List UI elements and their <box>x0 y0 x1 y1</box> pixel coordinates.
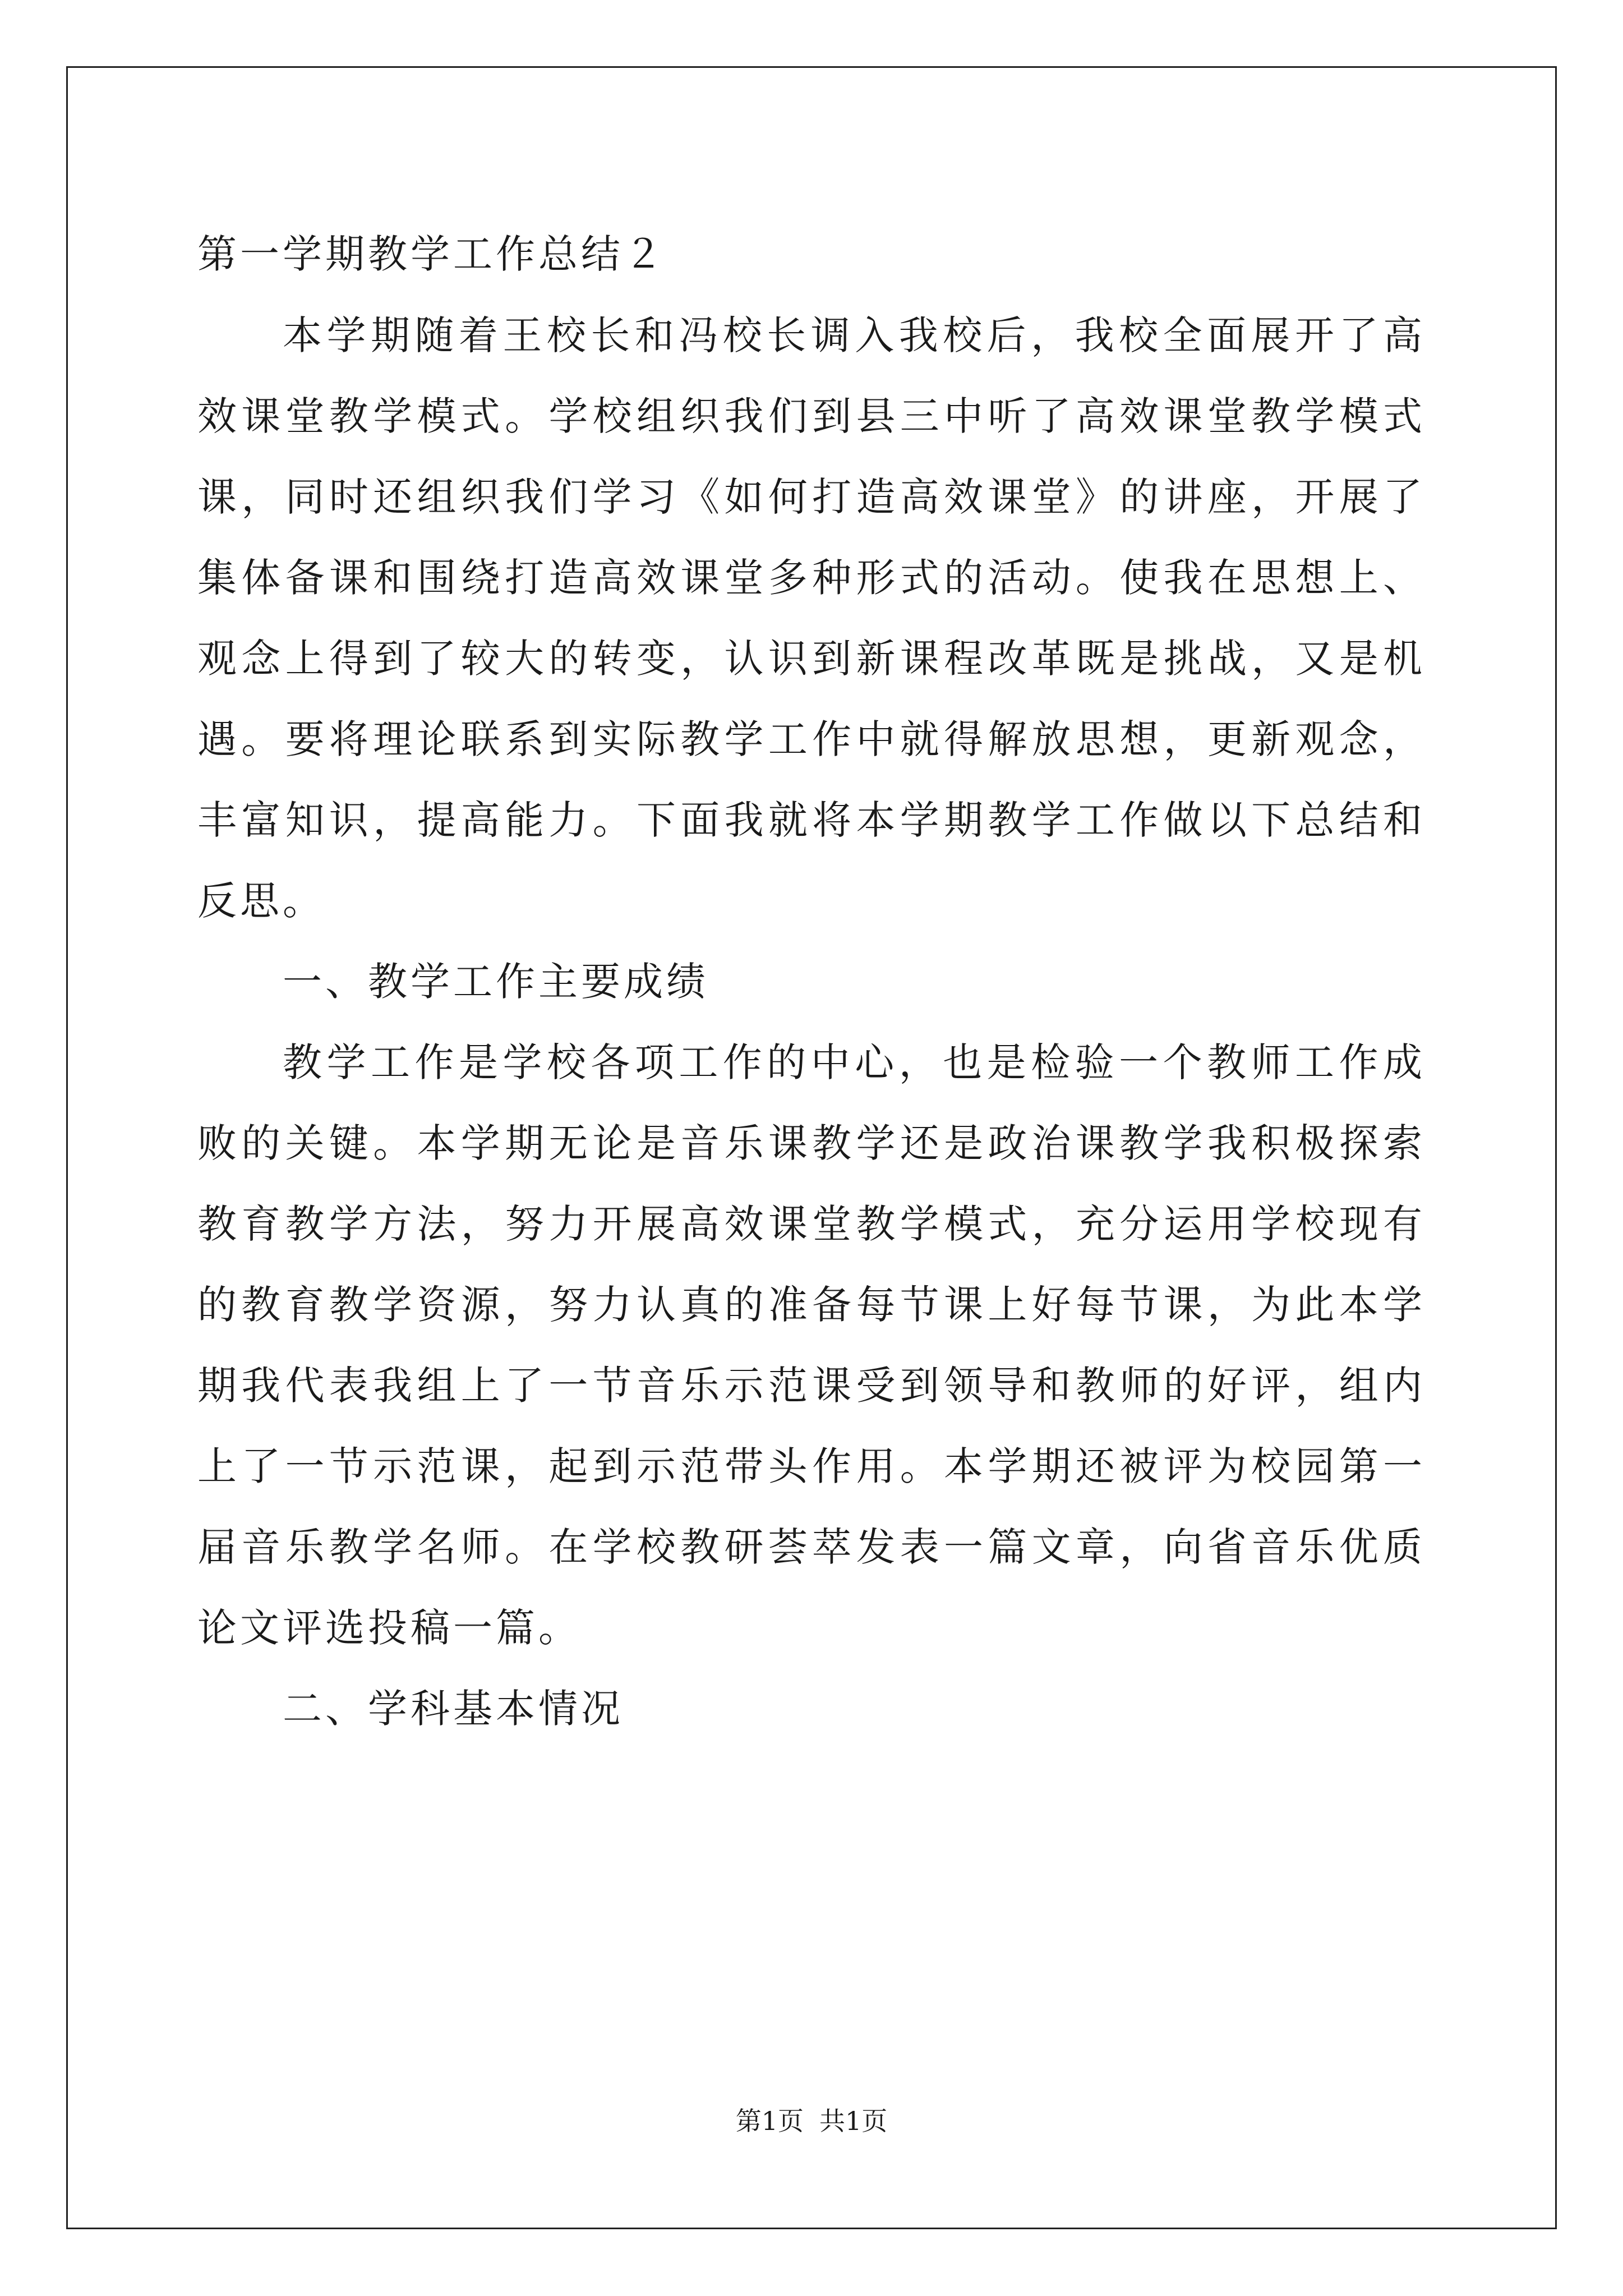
section-heading-achievements: 一、教学工作主要成绩 <box>283 959 709 1005</box>
page-number: 第1页 <box>735 2106 804 2136</box>
section-heading-subject-overview: 二、学科基本情况 <box>283 1686 624 1732</box>
paragraph-intro: 本学期随着王校长和冯校长调入我校后，我校全面展开了高效课堂教学模式。学校组织我们到县三中听了高效课堂教学模式课，同时还组织我们学习《如何打造高效课堂》的讲座，开展了集体备课和围绕打造高效课堂多种形式的活动。使我在思想上、观念上得到了较大的转变，认识到新课程改革既是挑战，又是机遇。要将理论联系到实际教学工作中就得解放思想，更新观念，丰富知识，提高能力。下面我就将本学期教学工作做以下总结和反思。 <box>197 312 1426 924</box>
paragraph-achievements: 教学工作是学校各项工作的中心，也是检验一个教师工作成败的关键。本学期无论是音乐课教学还是政治课教学我积极探索教育教学方法，努力开展高效课堂教学模式，充分运用学校现有的教育教学资源，努力认真的准备每节课上好每节课，为此本学期我代表我组上了一节音乐示范课受到领导和教师的好评，组内上了一节示范课，起到示范带头作用。本学期还被评为校园第一届音乐教学名师。在学校教研荟萃发表一篇文章，向省音乐优质论文评选投稿一篇。 <box>197 1039 1426 1651</box>
page-footer <box>0 2101 1623 2138</box>
document-title: 第一学期教学工作总结２ <box>197 231 666 277</box>
document-body <box>197 213 1426 1749</box>
page-total: 共1页 <box>819 2106 888 2136</box>
